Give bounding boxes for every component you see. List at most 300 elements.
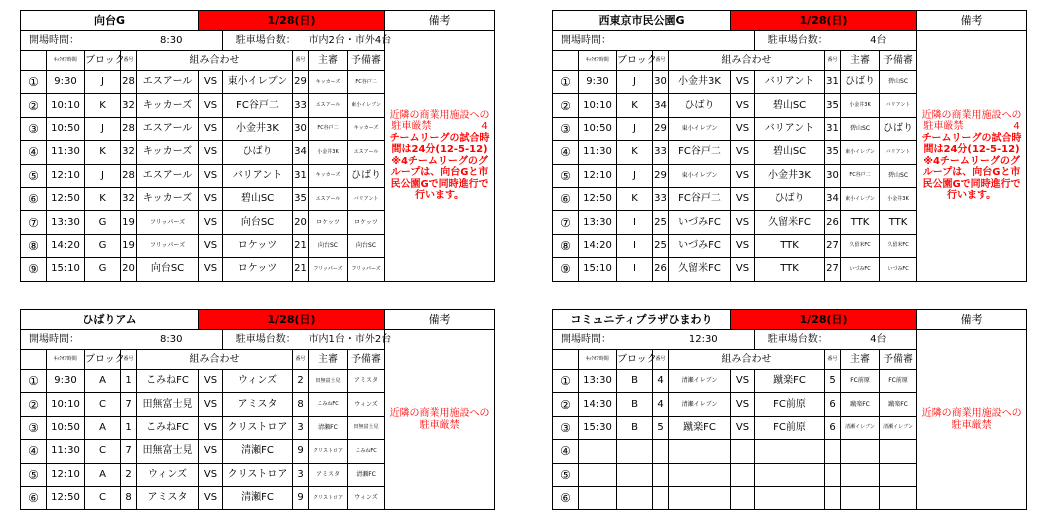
- away-number: 33: [293, 94, 309, 117]
- kickoff-time: 14:20: [579, 234, 617, 257]
- versus: [731, 440, 755, 463]
- match-number: ④: [21, 440, 47, 463]
- away-team: ひばり: [755, 187, 825, 210]
- home-team: 小金井3K: [669, 71, 731, 94]
- header-match: 組み合わせ: [669, 350, 825, 370]
- match-number: ②: [553, 393, 579, 416]
- match-number: ①: [553, 370, 579, 393]
- block: J: [617, 71, 653, 94]
- kickoff-time: 13:30: [579, 370, 617, 393]
- block: B: [617, 416, 653, 439]
- away-team: [755, 486, 825, 509]
- kickoff-time: 13:30: [47, 211, 85, 234]
- home-number: 2: [121, 463, 137, 486]
- versus: VS: [199, 117, 223, 140]
- home-team: 田無富士見: [137, 440, 199, 463]
- assistant-referee: ウィンズ: [348, 486, 385, 509]
- away-number: [825, 463, 841, 486]
- home-team: フリッパーズ: [137, 234, 199, 257]
- match-number: ⑦: [21, 211, 47, 234]
- block: J: [85, 117, 121, 140]
- kickoff-time: 10:10: [579, 94, 617, 117]
- venue-name: コミュニティプラザひまわり: [553, 310, 731, 330]
- header-match: 組み合わせ: [669, 51, 825, 71]
- kickoff-time: 12:50: [47, 486, 85, 509]
- referee: フリッパーズ: [309, 258, 348, 281]
- home-number: 25: [653, 211, 669, 234]
- away-number: 2: [293, 370, 309, 393]
- home-number: 28: [121, 164, 137, 187]
- referee: 小金井3K: [309, 141, 348, 164]
- away-number: 29: [293, 71, 309, 94]
- referee: キッカーズ: [309, 164, 348, 187]
- home-number: 29: [653, 164, 669, 187]
- away-team: クリストロア: [223, 463, 293, 486]
- assistant-referee: バリアント: [348, 187, 385, 210]
- block: [617, 440, 653, 463]
- header-number: 番号: [653, 350, 669, 370]
- away-number: 9: [293, 440, 309, 463]
- versus: VS: [199, 164, 223, 187]
- notes-line: 近隣の商業用施設への駐車厳禁 4: [389, 109, 490, 133]
- versus: VS: [199, 370, 223, 393]
- away-number: 34: [293, 141, 309, 164]
- header-number-2: 番号: [293, 51, 309, 71]
- referee: 碧山SC: [841, 117, 880, 140]
- assistant-referee: フリッパーズ: [348, 258, 385, 281]
- home-number: [653, 440, 669, 463]
- assistant-referee: 久留米FC: [880, 234, 917, 257]
- notes-line: チームリーグの試合時間は24分(12-5-12): [921, 132, 1022, 156]
- away-number: 21: [293, 258, 309, 281]
- block: K: [85, 94, 121, 117]
- match-number: ③: [553, 416, 579, 439]
- home-number: 8: [121, 486, 137, 509]
- versus: VS: [199, 393, 223, 416]
- away-team: ひばり: [223, 141, 293, 164]
- notes-cell: [385, 31, 495, 282]
- home-team: 田無富士見: [137, 393, 199, 416]
- referee: クリストロア: [309, 440, 348, 463]
- block: J: [85, 71, 121, 94]
- home-number: 29: [653, 117, 669, 140]
- match-number: ③: [553, 117, 579, 140]
- away-team: ロケッツ: [223, 258, 293, 281]
- away-team: バリアント: [755, 71, 825, 94]
- home-number: 32: [121, 141, 137, 164]
- home-team: いづみFC: [669, 234, 731, 257]
- referee: FC前原: [841, 370, 880, 393]
- home-team: 清瀬イレブン: [669, 370, 731, 393]
- referee: アミスタ: [309, 463, 348, 486]
- open-time-label: 開場時間：: [21, 31, 121, 51]
- kickoff-time: 10:50: [47, 117, 85, 140]
- block: K: [617, 141, 653, 164]
- assistant-referee: ウィンズ: [348, 393, 385, 416]
- home-number: 33: [653, 187, 669, 210]
- home-number: 4: [653, 370, 669, 393]
- home-team: いづみFC: [669, 211, 731, 234]
- home-number: 7: [121, 440, 137, 463]
- home-number: [653, 486, 669, 509]
- away-number: 3: [293, 416, 309, 439]
- away-team: ロケッツ: [223, 234, 293, 257]
- home-team: 東小イレブン: [669, 117, 731, 140]
- versus: VS: [731, 211, 755, 234]
- away-number: 3: [293, 463, 309, 486]
- kickoff-time: 10:50: [47, 416, 85, 439]
- home-number: 19: [121, 211, 137, 234]
- away-team: TTK: [755, 258, 825, 281]
- versus: VS: [731, 258, 755, 281]
- match-number: ⑤: [553, 164, 579, 187]
- notes-label: 備考: [917, 310, 1027, 330]
- header-match: 組み合わせ: [137, 350, 293, 370]
- away-team: FC谷戸二: [223, 94, 293, 117]
- home-team: キッカーズ: [137, 94, 199, 117]
- versus: VS: [199, 234, 223, 257]
- home-number: 7: [121, 393, 137, 416]
- assistant-referee: 向台SC: [348, 234, 385, 257]
- kickoff-time: [579, 440, 617, 463]
- kickoff-time: 9:30: [47, 370, 85, 393]
- home-team: 東小イレブン: [669, 164, 731, 187]
- notes-line: チームリーグの試合時間は24分(12-5-12): [389, 132, 490, 156]
- assistant-referee: 清瀬FC: [348, 463, 385, 486]
- block: I: [617, 234, 653, 257]
- assistant-referee: [880, 463, 917, 486]
- away-team: 碧山SC: [755, 141, 825, 164]
- block: K: [85, 187, 121, 210]
- assistant-referee: こみねFC: [348, 440, 385, 463]
- block: K: [617, 187, 653, 210]
- parking-label: 駐車場台数：: [223, 330, 309, 350]
- header-blank: [21, 350, 47, 370]
- away-team: 久留米FC: [755, 211, 825, 234]
- versus: VS: [199, 258, 223, 281]
- home-team: こみねFC: [137, 370, 199, 393]
- match-number: ⑧: [553, 234, 579, 257]
- match-date: 1/28(日): [731, 11, 917, 31]
- away-team: 碧山SC: [755, 94, 825, 117]
- match-number: ⑤: [21, 164, 47, 187]
- header-number-2: 番号: [825, 350, 841, 370]
- notes-cell: [385, 330, 495, 510]
- header-number: 番号: [653, 51, 669, 71]
- assistant-referee: バリアント: [880, 141, 917, 164]
- notes-line: ※4チームリーグのグループは、向台Gと市民公園Gで同時進行で行います。: [390, 155, 489, 202]
- home-number: 28: [121, 117, 137, 140]
- home-number: 33: [653, 141, 669, 164]
- kickoff-time: 15:10: [579, 258, 617, 281]
- kickoff-time: 12:10: [47, 463, 85, 486]
- away-number: 35: [293, 187, 309, 210]
- home-team: エスアール: [137, 164, 199, 187]
- home-number: 20: [121, 258, 137, 281]
- match-number: ②: [21, 94, 47, 117]
- open-time-label: 開場時間：: [553, 330, 653, 350]
- versus: VS: [731, 117, 755, 140]
- match-number: ⑦: [553, 211, 579, 234]
- header-kickoff: ｷｯｸｵﾌ時間: [579, 350, 617, 370]
- block: A: [85, 463, 121, 486]
- block: C: [85, 440, 121, 463]
- kickoff-time: 10:10: [47, 393, 85, 416]
- kickoff-time: 10:10: [47, 94, 85, 117]
- away-team: バリアント: [223, 164, 293, 187]
- assistant-referee: TTK: [880, 211, 917, 234]
- schedule-table-3: [20, 309, 495, 510]
- home-team: FC谷戸二: [669, 141, 731, 164]
- referee: [841, 486, 880, 509]
- referee: 東小イレブン: [841, 187, 880, 210]
- header-block: ブロック: [617, 350, 653, 370]
- away-number: 6: [825, 416, 841, 439]
- match-number: ⑥: [21, 486, 47, 509]
- block: C: [85, 393, 121, 416]
- referee: 久留米FC: [841, 234, 880, 257]
- home-number: [653, 463, 669, 486]
- schedule-table-1: [20, 10, 495, 282]
- assistant-referee: [880, 486, 917, 509]
- referee: TTK: [841, 211, 880, 234]
- home-number: 4: [653, 393, 669, 416]
- home-team: 向台SC: [137, 258, 199, 281]
- assistant-referee: 東小イレブン: [348, 94, 385, 117]
- away-number: 26: [825, 211, 841, 234]
- home-team: [669, 440, 731, 463]
- match-number: ⑨: [553, 258, 579, 281]
- versus: VS: [731, 393, 755, 416]
- match-number: ②: [553, 94, 579, 117]
- away-team: 蹴楽FC: [755, 370, 825, 393]
- versus: VS: [199, 486, 223, 509]
- away-team: クリストロア: [223, 416, 293, 439]
- referee: 清瀬イレブン: [841, 416, 880, 439]
- assistant-referee: いづみFC: [880, 258, 917, 281]
- home-number: 1: [121, 416, 137, 439]
- notes-line: 近隣の商業用施設への駐車厳禁: [921, 408, 1022, 431]
- block: K: [617, 94, 653, 117]
- referee: 向台SC: [309, 234, 348, 257]
- referee: こみねFC: [309, 393, 348, 416]
- versus: VS: [731, 71, 755, 94]
- block: B: [617, 370, 653, 393]
- assistant-referee: 田無富士見: [348, 416, 385, 439]
- away-team: FC前原: [755, 416, 825, 439]
- schedule-table-4: [552, 309, 1027, 510]
- home-team: エスアール: [137, 71, 199, 94]
- versus: VS: [199, 94, 223, 117]
- kickoff-time: [579, 486, 617, 509]
- versus: VS: [731, 234, 755, 257]
- referee: FC谷戸二: [841, 164, 880, 187]
- away-number: 31: [825, 117, 841, 140]
- away-number: [825, 440, 841, 463]
- kickoff-time: 15:30: [579, 416, 617, 439]
- away-team: ウィンズ: [223, 370, 293, 393]
- match-number: ②: [21, 393, 47, 416]
- kickoff-time: 11:30: [47, 440, 85, 463]
- versus: VS: [199, 440, 223, 463]
- home-team: [669, 463, 731, 486]
- match-number: ①: [21, 71, 47, 94]
- match-number: ⑤: [21, 463, 47, 486]
- away-number: 35: [825, 94, 841, 117]
- header-block: ブロック: [85, 350, 121, 370]
- assistant-referee: FC前原: [880, 370, 917, 393]
- header-blank: [553, 350, 579, 370]
- versus: VS: [731, 187, 755, 210]
- open-time-label: 開場時間：: [553, 31, 653, 51]
- away-number: 6: [825, 393, 841, 416]
- away-team: [755, 463, 825, 486]
- open-time-value: 12:30: [653, 330, 755, 350]
- home-number: 25: [653, 234, 669, 257]
- block: J: [617, 164, 653, 187]
- assistant-referee: ひばり: [348, 164, 385, 187]
- versus: [731, 486, 755, 509]
- referee: クリストロア: [309, 486, 348, 509]
- referee: いづみFC: [841, 258, 880, 281]
- match-number: ①: [553, 71, 579, 94]
- match-number: ⑤: [553, 463, 579, 486]
- match-number: ⑥: [21, 187, 47, 210]
- away-team: 清瀬FC: [223, 486, 293, 509]
- away-number: 8: [293, 393, 309, 416]
- match-number: ④: [553, 141, 579, 164]
- home-number: 28: [121, 71, 137, 94]
- away-team: アミスタ: [223, 393, 293, 416]
- block: A: [85, 416, 121, 439]
- block: I: [617, 211, 653, 234]
- header-referee: 主審: [309, 350, 348, 370]
- away-number: [825, 486, 841, 509]
- versus: VS: [731, 416, 755, 439]
- away-team: 東小イレブン: [223, 71, 293, 94]
- block: J: [617, 117, 653, 140]
- kickoff-time: 14:30: [579, 393, 617, 416]
- referee: エスアール: [309, 94, 348, 117]
- referee: 小金井3K: [841, 94, 880, 117]
- versus: VS: [199, 71, 223, 94]
- match-number: ③: [21, 416, 47, 439]
- home-number: 34: [653, 94, 669, 117]
- referee: ひばり: [841, 71, 880, 94]
- parking-label: 駐車場台数：: [755, 330, 841, 350]
- match-number: ⑧: [21, 234, 47, 257]
- match-number: ④: [553, 440, 579, 463]
- header-number: 番号: [121, 350, 137, 370]
- away-team: 碧山SC: [223, 187, 293, 210]
- assistant-referee: FC谷戸二: [348, 71, 385, 94]
- block: C: [85, 486, 121, 509]
- header-blank: [21, 51, 47, 71]
- header-kickoff: ｷｯｸｵﾌ時間: [47, 51, 85, 71]
- header-assistant: 予備審: [880, 51, 917, 71]
- match-number: ⑥: [553, 486, 579, 509]
- home-team: こみねFC: [137, 416, 199, 439]
- block: K: [85, 141, 121, 164]
- home-team: キッカーズ: [137, 187, 199, 210]
- referee: キッカーズ: [309, 71, 348, 94]
- header-blank: [553, 51, 579, 71]
- home-team: ウィンズ: [137, 463, 199, 486]
- versus: VS: [731, 164, 755, 187]
- block: G: [85, 258, 121, 281]
- block: I: [617, 258, 653, 281]
- kickoff-time: 9:30: [47, 71, 85, 94]
- header-number: 番号: [121, 51, 137, 71]
- notes-cell: [917, 330, 1027, 510]
- match-number: ⑥: [553, 187, 579, 210]
- home-number: 1: [121, 370, 137, 393]
- parking-label: 駐車場台数：: [223, 31, 309, 51]
- kickoff-time: 10:50: [579, 117, 617, 140]
- away-team: 向台SC: [223, 211, 293, 234]
- home-number: 32: [121, 187, 137, 210]
- referee: FC谷戸二: [309, 117, 348, 140]
- header-referee: 主審: [309, 51, 348, 71]
- away-number: 27: [825, 258, 841, 281]
- open-time-label: 開場時間：: [21, 330, 121, 350]
- away-team: [755, 440, 825, 463]
- assistant-referee: キッカーズ: [348, 117, 385, 140]
- home-team: 蹴楽FC: [669, 416, 731, 439]
- home-number: 32: [121, 94, 137, 117]
- block: B: [617, 393, 653, 416]
- kickoff-time: 11:30: [47, 141, 85, 164]
- parking-label: 駐車場台数：: [755, 31, 841, 51]
- away-team: 小金井3K: [223, 117, 293, 140]
- referee: エスアール: [309, 187, 348, 210]
- kickoff-time: 15:10: [47, 258, 85, 281]
- block: [617, 486, 653, 509]
- home-team: FC谷戸二: [669, 187, 731, 210]
- away-number: 27: [825, 234, 841, 257]
- away-team: 小金井3K: [755, 164, 825, 187]
- notes-line: 近隣の商業用施設への駐車厳禁 4: [921, 109, 1022, 133]
- header-assistant: 予備審: [348, 51, 385, 71]
- notes-label: 備考: [385, 310, 495, 330]
- assistant-referee: 蹴楽FC: [880, 393, 917, 416]
- match-date: 1/28(日): [199, 310, 385, 330]
- assistant-referee: ひばり: [880, 117, 917, 140]
- referee: ロケッツ: [309, 211, 348, 234]
- away-number: 31: [293, 164, 309, 187]
- header-assistant: 予備審: [348, 350, 385, 370]
- referee: 蹴楽FC: [841, 393, 880, 416]
- versus: VS: [731, 141, 755, 164]
- header-assistant: 予備審: [880, 350, 917, 370]
- home-team: 久留米FC: [669, 258, 731, 281]
- block: A: [85, 370, 121, 393]
- away-number: 30: [825, 164, 841, 187]
- venue-name: 向台G: [21, 11, 199, 31]
- schedule-table-2: [552, 10, 1027, 282]
- home-number: 30: [653, 71, 669, 94]
- versus: VS: [731, 94, 755, 117]
- header-block: ブロック: [85, 51, 121, 71]
- parking-value: 4台: [841, 31, 917, 51]
- kickoff-time: [579, 463, 617, 486]
- away-number: 30: [293, 117, 309, 140]
- home-team: [669, 486, 731, 509]
- home-team: フリッパーズ: [137, 211, 199, 234]
- match-date: 1/28(日): [199, 11, 385, 31]
- assistant-referee: バリアント: [880, 94, 917, 117]
- home-team: エスアール: [137, 117, 199, 140]
